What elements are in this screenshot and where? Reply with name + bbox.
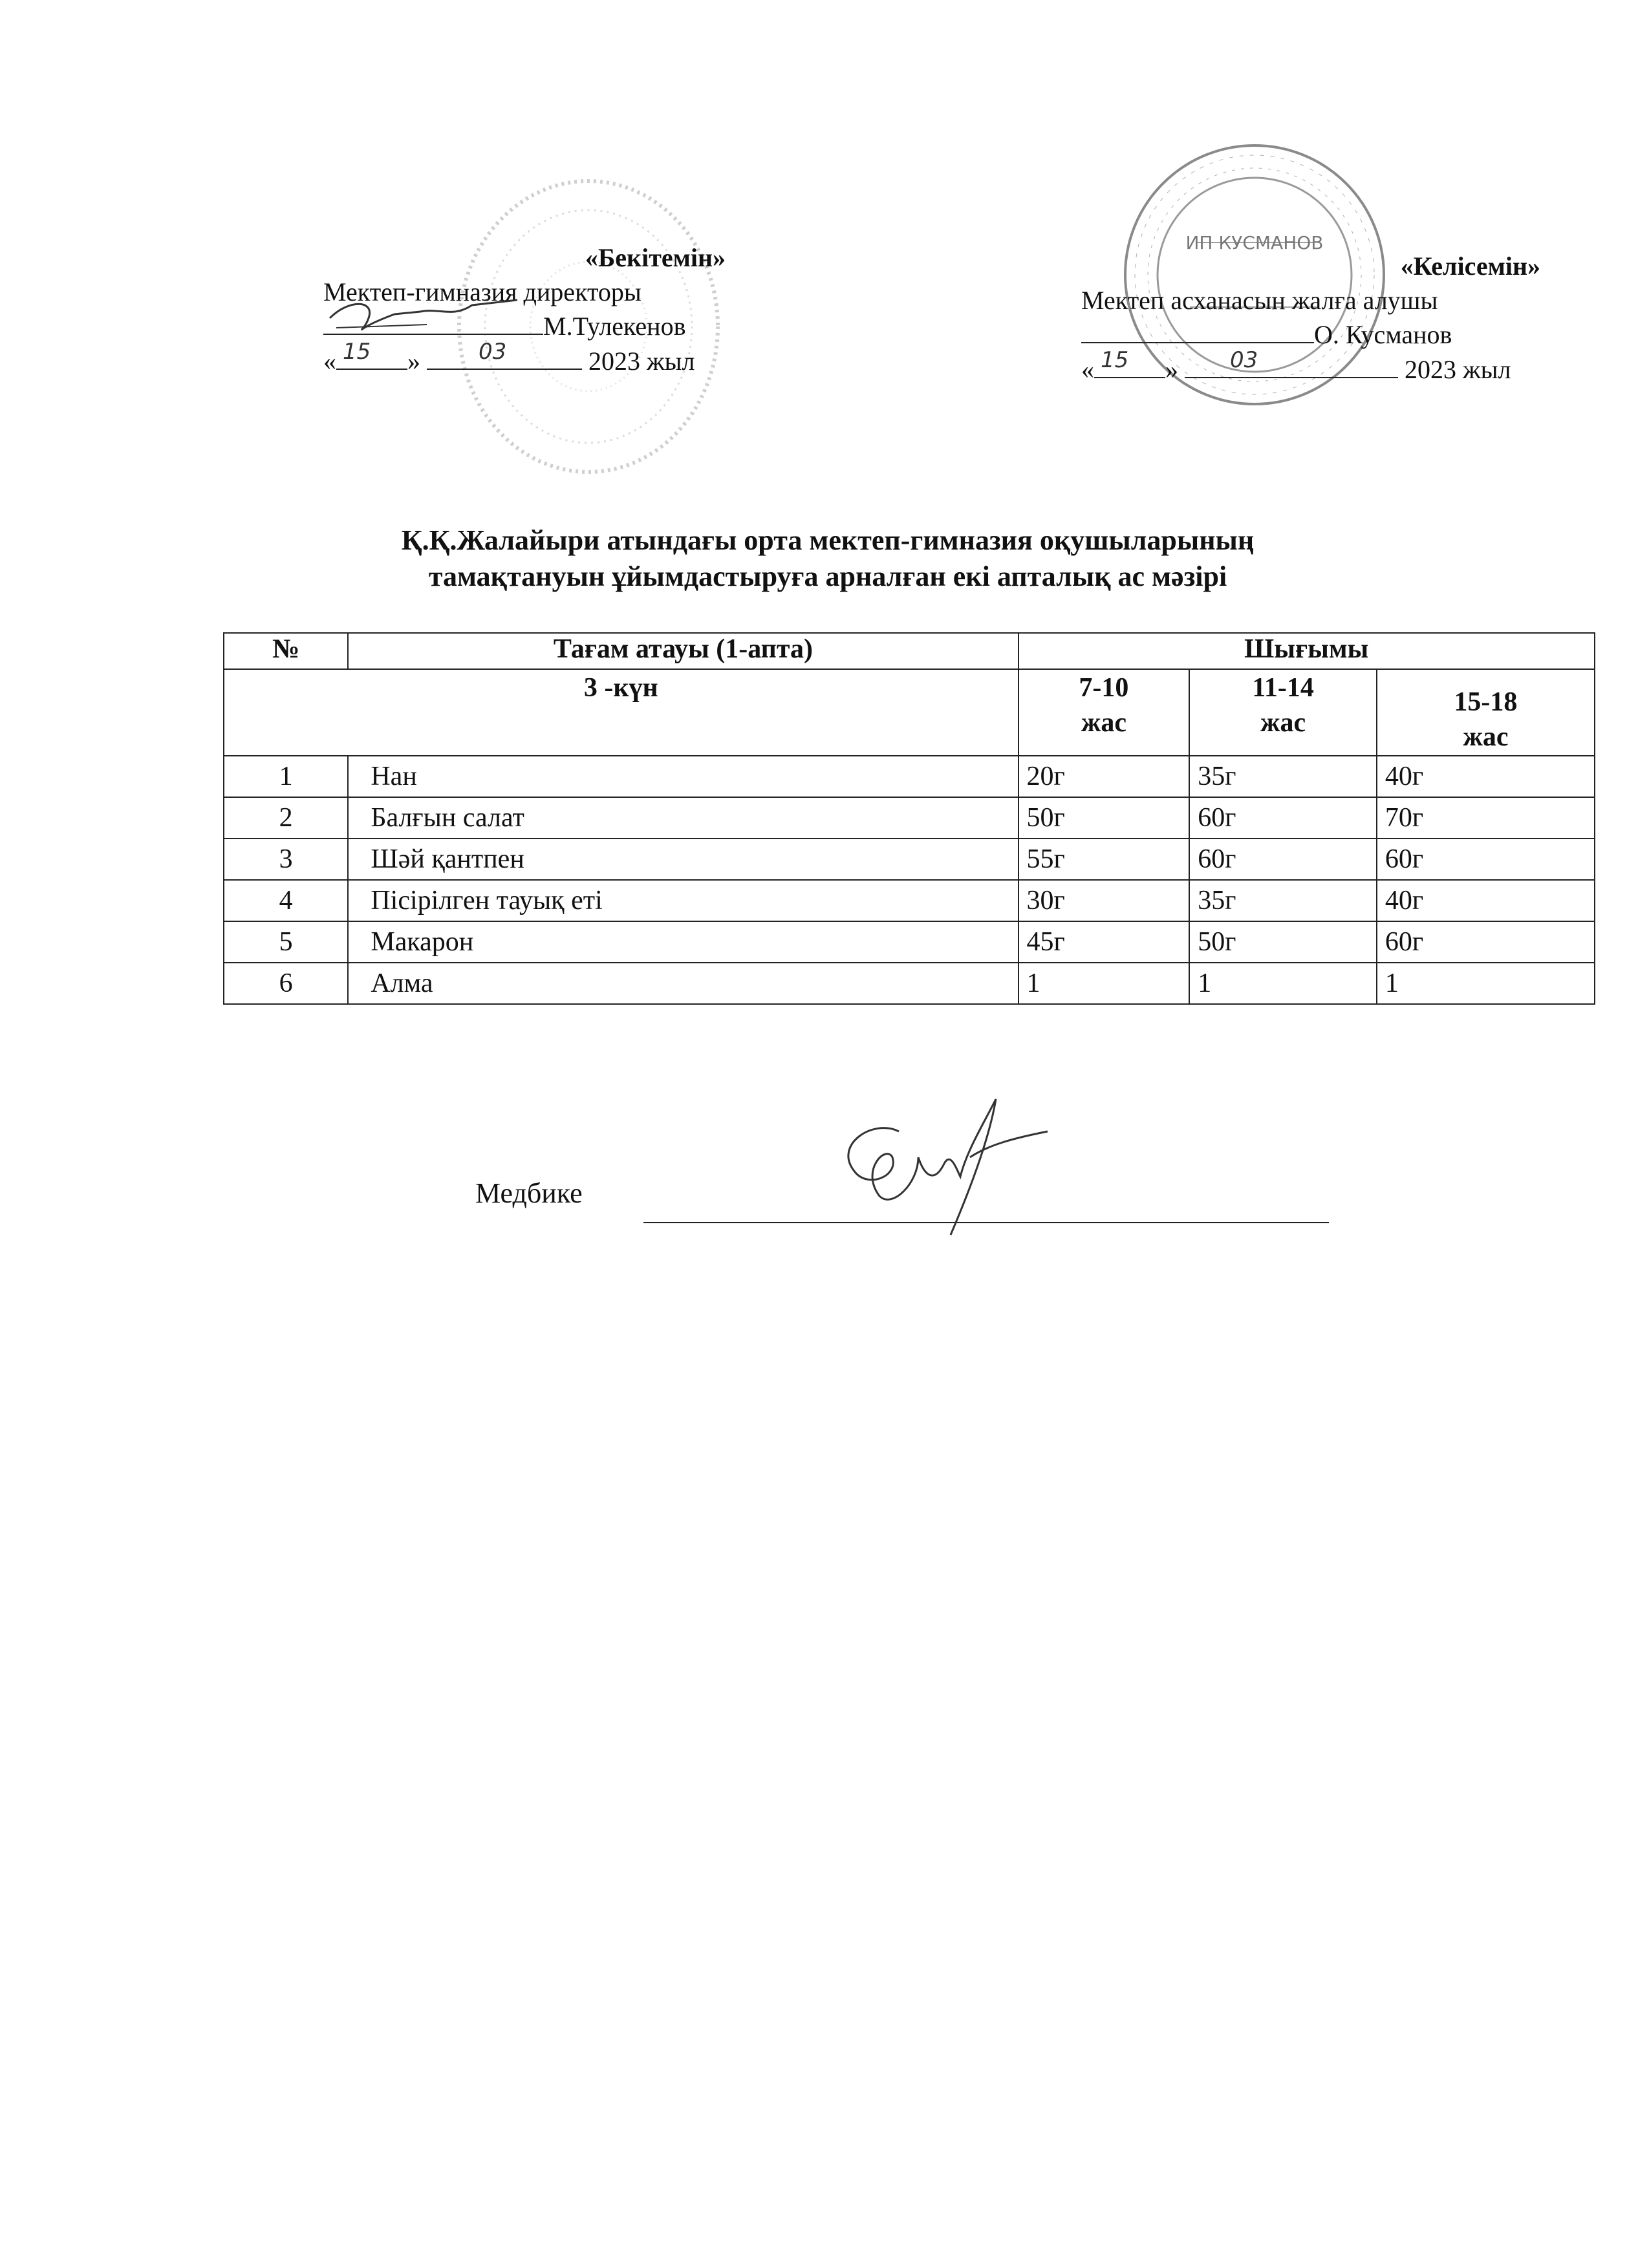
portion-11-14: 60г [1189,797,1377,839]
portion-11-14: 60г [1189,839,1377,880]
dish-name: Балғын салат [348,797,1018,839]
portion-11-14: 1 [1189,963,1377,1004]
date-day: 15 [343,339,371,365]
portion-11-14: 50г [1189,921,1377,963]
date-day-line [336,339,407,370]
table-row [224,921,1595,963]
age-unit: жас [1081,707,1126,738]
header-age-group [1189,669,1377,756]
title-line-2: тамақтануын ұйымдастыруға арналған екі апталық ас мәзірі [428,561,1227,593]
table-row [224,756,1595,797]
date-day-line [1094,347,1165,378]
date-quote-open: « [323,346,336,376]
agree-title: «Келісемін» [1400,251,1540,281]
tenant-name: О. Кусманов [1314,320,1452,350]
date-quote-close: » [407,346,420,376]
date-year: 2023 жыл [1405,354,1511,384]
header-age-group [1377,669,1595,756]
title-line-1: Қ.Қ.Жалайыри атындағы орта мектеп-гимназия оқушыларының [401,524,1255,556]
menu-table [223,632,1595,1005]
date-year: 2023 жыл [588,346,695,376]
header-number: № [224,633,348,669]
director-date-row [323,339,744,378]
age-range: 7-10 [1079,673,1129,703]
director-signature-line [323,309,543,335]
date-quote-open: « [1081,354,1094,384]
date-month-line [427,339,582,370]
portion-15-18: 1 [1377,963,1595,1004]
tenant-signature-row [1081,317,1553,352]
table-row [224,839,1595,880]
row-number: 3 [224,839,348,880]
nurse-label: Медбике [475,1177,583,1209]
tenant-date-row [1081,347,1553,387]
table-header-row [224,633,1595,669]
row-number: 6 [224,963,348,1004]
portion-15-18: 40г [1377,880,1595,921]
nurse-signature [821,1073,1054,1248]
tenant-position: Мектеп асханасын жалға алушы [1081,286,1438,316]
age-range: 11-14 [1252,673,1314,703]
director-signature [323,292,530,337]
row-number: 4 [224,880,348,921]
table-subheader-row [224,669,1595,756]
portion-11-14: 35г [1189,756,1377,797]
date-day: 15 [1101,347,1129,374]
table-row [224,797,1595,839]
dish-name: Шәй қантпен [348,839,1018,880]
portion-15-18: 60г [1377,839,1595,880]
row-number: 5 [224,921,348,963]
table-row [224,963,1595,1004]
date-month: 03 [1230,347,1258,374]
header-output: Шығымы [1018,633,1595,669]
approval-block-right [1081,249,1553,387]
header-dish-name: Тағам атауы (1-апта) [348,633,1018,669]
row-number: 2 [224,797,348,839]
dish-name: Алма [348,963,1018,1004]
portion-7-10: 50г [1018,797,1190,839]
stamp-text: ИП КУСМАНОВ [1185,232,1324,253]
age-unit: жас [1463,722,1509,752]
age-unit: жас [1260,707,1306,738]
portion-15-18: 60г [1377,921,1595,963]
portion-7-10: 20г [1018,756,1190,797]
tenant-signature-line [1081,317,1314,343]
dish-name: Макарон [348,921,1018,963]
approve-title: «Бекітемін» [585,243,726,272]
portion-7-10: 45г [1018,921,1190,963]
dish-name: Нан [348,756,1018,797]
header-age-group [1018,669,1190,756]
portion-7-10: 1 [1018,963,1190,1004]
date-quote-close: » [1165,354,1178,384]
director-name: М.Тулекенов [543,312,686,341]
portion-7-10: 55г [1018,839,1190,880]
director-position: Мектеп-гимназия директоры [323,277,641,307]
header-day: 3 -күн [224,669,1018,756]
portion-15-18: 70г [1377,797,1595,839]
date-month: 03 [479,339,507,365]
portion-11-14: 35г [1189,880,1377,921]
dish-name: Пісірілген тауық еті [348,880,1018,921]
director-signature-row [323,309,744,343]
approval-block-left [323,241,744,378]
row-number: 1 [224,756,348,797]
date-month-line [1185,347,1398,378]
age-range: 15-18 [1454,687,1518,717]
portion-7-10: 30г [1018,880,1190,921]
table-row [224,880,1595,921]
portion-15-18: 40г [1377,756,1595,797]
document-title [194,522,1461,595]
